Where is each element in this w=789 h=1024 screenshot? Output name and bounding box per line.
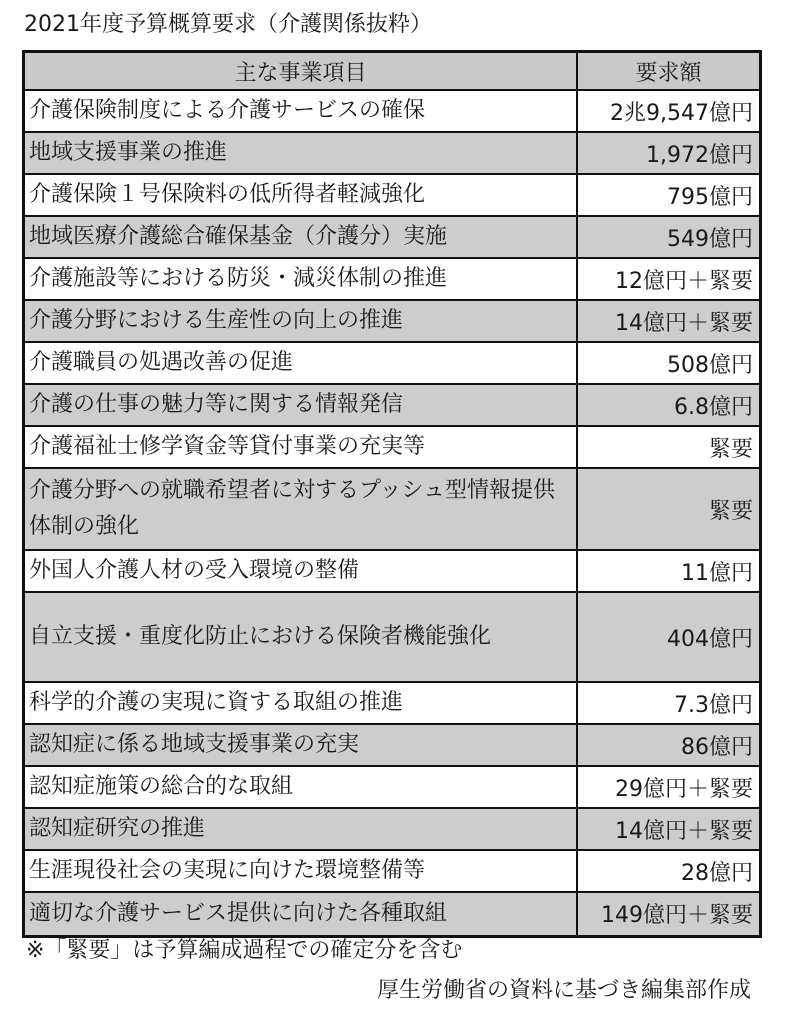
row-amount: 149億円＋緊要 [577,892,761,936]
row-item: 外国人介護人材の受入環境の整備 [24,550,578,592]
row-amount: 86億円 [577,724,761,766]
table-header-row [24,52,761,91]
row-item: 認知症に係る地域支援事業の充実 [24,724,578,766]
row-amount: 28億円 [577,850,761,892]
table-row [24,174,761,216]
row-amount: 404億円 [577,592,761,682]
row-amount: 508億円 [577,342,761,384]
row-amount: 緊要 [577,426,761,468]
row-amount: 緊要 [577,468,761,550]
table-row [24,682,761,724]
table-row [24,592,761,682]
row-item: 介護福祉士修学資金等貸付事業の充実等 [24,426,578,468]
table-row [24,384,761,426]
row-amount: 795億円 [577,174,761,216]
row-amount: 14億円＋緊要 [577,300,761,342]
table-row [24,258,761,300]
header-item: 主な事業項目 [24,52,578,91]
table-row [24,426,761,468]
row-amount: 11億円 [577,550,761,592]
table-row [24,808,761,850]
table-row [24,216,761,258]
row-amount: 1,972億円 [577,132,761,174]
document-title: 2021年度予算概算要求（介護関係抜粋） [24,12,432,37]
budget-request-table [22,50,762,938]
row-amount: 29億円＋緊要 [577,766,761,808]
row-amount: 549億円 [577,216,761,258]
row-amount: 7.3億円 [577,682,761,724]
row-item: 生涯現役社会の実現に向けた環境整備等 [24,850,578,892]
row-amount: 14億円＋緊要 [577,808,761,850]
table-row [24,300,761,342]
row-item: 介護施設等における防災・減災体制の推進 [24,258,578,300]
source-credit: 厚生労働省の資料に基づき編集部作成 [376,978,751,1003]
header-amount: 要求額 [577,52,761,91]
row-item: 認知症研究の推進 [24,808,578,850]
row-item: 介護保険１号保険料の低所得者軽減強化 [24,174,578,216]
table-row [24,342,761,384]
row-item: 自立支援・重度化防止における保険者機能強化 [24,592,578,682]
row-item: 認知症施策の総合的な取組 [24,766,578,808]
row-item: 地域医療介護総合確保基金（介護分）実施 [24,216,578,258]
table-row [24,132,761,174]
row-item: 介護の仕事の魅力等に関する情報発信 [24,384,578,426]
row-item: 介護職員の処遇改善の促進 [24,342,578,384]
table-row [24,892,761,936]
row-item: 介護保険制度による介護サービスの確保 [24,90,578,132]
table-row [24,766,761,808]
row-item: 介護分野への就職希望者に対するプッシュ型情報提供体制の強化 [24,468,578,550]
row-amount: 2兆9,547億円 [577,90,761,132]
table-row [24,468,761,550]
row-amount: 12億円＋緊要 [577,258,761,300]
footnote: ※「緊要」は予算編成過程での確定分を含む [26,938,463,963]
row-item: 介護分野における生産性の向上の推進 [24,300,578,342]
row-item: 科学的介護の実現に資する取組の推進 [24,682,578,724]
table-row [24,724,761,766]
table-row [24,850,761,892]
row-item: 地域支援事業の推進 [24,132,578,174]
table-row [24,90,761,132]
table-row [24,550,761,592]
row-item: 適切な介護サービス提供に向けた各種取組 [24,892,578,936]
row-amount: 6.8億円 [577,384,761,426]
